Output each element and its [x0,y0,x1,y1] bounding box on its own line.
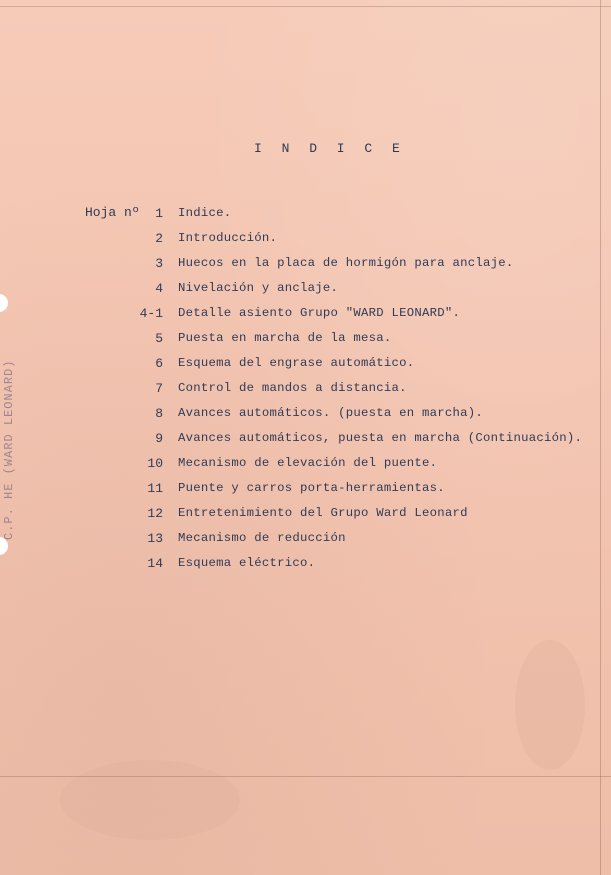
index-entry [0,504,611,529]
index-entry [0,279,611,304]
index-entry [0,329,611,354]
entry-number: 11 [147,481,163,496]
entry-number: 9 [155,431,163,446]
page-title: I N D I C E [254,141,406,156]
margin-note: C.P. HE (WARD LEONARD) [2,359,16,540]
index-entry [0,454,611,479]
entry-text: Puesta en marcha de la mesa. [178,331,392,345]
entry-number: 6 [155,356,163,371]
index-entry [0,204,611,229]
entry-number: 14 [147,556,163,571]
entry-text: Indice. [178,206,232,220]
entry-number: 4-1 [139,306,163,321]
entry-text: Introducción. [178,231,278,245]
entry-text: Puente y carros porta-herramientas. [178,481,445,495]
entry-number: 5 [155,331,163,346]
index-entry [0,554,611,579]
index-entry [0,304,611,329]
entry-text: Esquema eléctrico. [178,556,316,570]
entry-text: Avances automáticos. (puesta en marcha). [178,406,484,420]
paper-stain [60,760,240,840]
index-entry [0,379,611,404]
index-entry [0,354,611,379]
index-list [0,204,611,579]
index-entry [0,229,611,254]
entry-number: 7 [155,381,163,396]
entry-text: Mecanismo de reducción [178,531,346,545]
entry-text: Esquema del engrase automático. [178,356,415,370]
entry-number: 4 [155,281,163,296]
entry-number: 12 [147,506,163,521]
paper-stain [515,640,585,770]
index-entry [0,254,611,279]
entry-text: Entretenimiento del Grupo Ward Leonard [178,506,468,520]
entry-number: 8 [155,406,163,421]
entry-number: 2 [155,231,163,246]
entry-text: Avances automáticos, puesta en marcha (Continuación). [178,431,583,445]
index-entry [0,429,611,454]
index-entry [0,529,611,554]
index-entry [0,479,611,504]
entry-text: Mecanismo de elevación del puente. [178,456,438,470]
entry-number: 1 [155,206,163,221]
entry-text: Control de mandos a distancia. [178,381,407,395]
entry-number: 13 [147,531,163,546]
top-rule [0,6,611,7]
entry-number: 3 [155,256,163,271]
entry-text: Nivelación y anclaje. [178,281,339,295]
entry-number: 10 [147,456,163,471]
entry-text: Huecos en la placa de hormigón para anclaje. [178,256,514,270]
entry-text: Detalle asiento Grupo "WARD LEONARD". [178,306,461,320]
index-entry [0,404,611,429]
sheet-label: Hoja nº [85,205,140,220]
